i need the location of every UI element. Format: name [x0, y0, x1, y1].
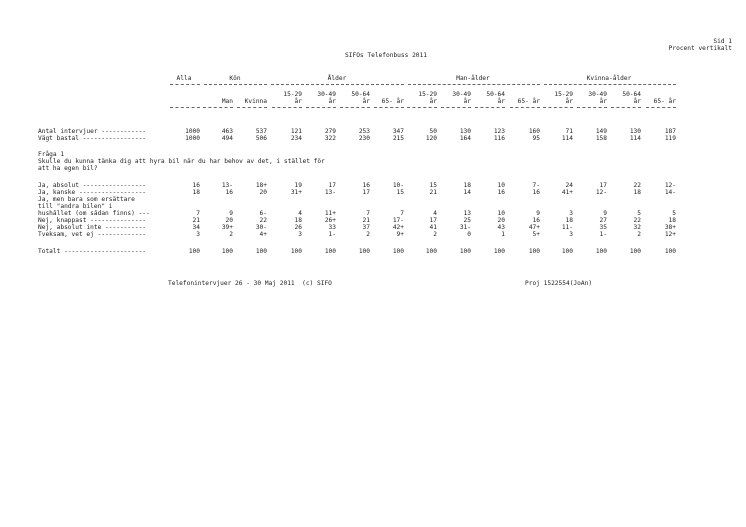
answer-row-value: 3 — [569, 210, 573, 217]
answer-row-value: 39+ — [221, 224, 233, 231]
answer-row-value: 43 — [497, 224, 505, 231]
answer-row-value: 0 — [467, 231, 471, 238]
answer-row-value: 21 — [429, 189, 437, 196]
answer-row-value: 6- — [259, 210, 267, 217]
col-header-bottom: år — [429, 98, 437, 105]
col-header-bottom: år — [328, 98, 336, 105]
total-row-value: 100 — [188, 248, 200, 255]
total-row-value: 100 — [221, 248, 233, 255]
answer-row-value: 32 — [633, 224, 641, 231]
base-row-value: 253 — [358, 128, 370, 135]
answer-row-value: 17 — [362, 189, 370, 196]
answer-row-value: 11+ — [324, 210, 336, 217]
answer-row-value: 12- — [664, 182, 676, 189]
total-row-label: Totalt ---------------------- — [38, 248, 147, 255]
answer-row-value: 9 — [229, 210, 233, 217]
answer-row-value: 4+ — [259, 231, 267, 238]
answer-row-value: 31- — [459, 224, 471, 231]
answer-row-value: 42+ — [392, 224, 404, 231]
base-row-value: 119 — [664, 135, 676, 142]
base-row-value: 230 — [358, 135, 370, 142]
col-header-bottom: år — [362, 98, 370, 105]
base-row-value: 160 — [528, 128, 540, 135]
base-row-value: 114 — [629, 135, 641, 142]
answer-row-value: 16 — [532, 189, 540, 196]
answer-row-value: 2 — [229, 231, 233, 238]
col-header-top: 15-29 — [554, 91, 573, 98]
col-header-top: 50-64 — [351, 91, 370, 98]
group-header: Ålder — [327, 75, 347, 82]
answer-row-value: 5 — [637, 210, 641, 217]
answer-row-value: 14- — [664, 189, 676, 196]
rule-line — [306, 107, 336, 108]
total-row-value: 100 — [664, 248, 676, 255]
base-row-value: 123 — [493, 128, 505, 135]
answer-row-value: 13- — [221, 182, 233, 189]
answer-row-value: 20 — [497, 217, 505, 224]
answer-row-value: 9 — [536, 210, 540, 217]
answer-row-value: 16 — [225, 189, 233, 196]
rule-line — [340, 107, 370, 108]
answer-row-value: 30- — [255, 224, 267, 231]
answer-row-label: Ja, kanske ------------------ — [38, 189, 147, 196]
answer-row-value: 18 — [463, 182, 471, 189]
total-row-value: 100 — [358, 248, 370, 255]
total-row-value: 100 — [561, 248, 573, 255]
answer-row-value: 4 — [298, 210, 302, 217]
rule-line — [577, 107, 607, 108]
answer-row-value: 16 — [192, 182, 200, 189]
group-header: Man-ålder — [456, 75, 490, 82]
total-row-value: 100 — [425, 248, 437, 255]
answer-row-value: 15 — [396, 189, 404, 196]
answer-row-value: 47+ — [528, 224, 540, 231]
rule-line — [475, 107, 505, 108]
answer-row-value: 2 — [637, 231, 641, 238]
col-header-bottom: år — [463, 98, 471, 105]
answer-row-value: 10- — [392, 182, 404, 189]
report-title: SIFOs Telefonbuss 2011 — [345, 52, 427, 59]
answer-row-label: Ja, absolut ----------------- — [38, 182, 147, 189]
answer-row-value: 13 — [463, 210, 471, 217]
answer-row-value: 21 — [362, 217, 370, 224]
base-row-value: 215 — [392, 135, 404, 142]
answer-row-value: 1- — [599, 231, 607, 238]
answer-row-value: 17 — [599, 182, 607, 189]
answer-row-value: 22 — [633, 182, 641, 189]
answer-row-value: 9+ — [396, 231, 404, 238]
total-row-value: 100 — [528, 248, 540, 255]
question-number: Fråga 1 — [38, 151, 65, 158]
base-row-value: 322 — [324, 135, 336, 142]
col-header-bottom: år — [633, 98, 641, 105]
answer-row-value: 7 — [400, 210, 404, 217]
percent-mode: Procent vertikalt — [668, 45, 732, 52]
answer-row-value: 34 — [192, 224, 200, 231]
answer-row-value: 24 — [565, 182, 573, 189]
col-header-bottom: Man — [221, 98, 233, 105]
total-row-value: 100 — [595, 248, 607, 255]
answer-row-value: 3 — [196, 231, 200, 238]
total-row-value: 100 — [629, 248, 641, 255]
answer-row-value: 16 — [497, 189, 505, 196]
answer-row-value: 3 — [569, 231, 573, 238]
base-row-value: 279 — [324, 128, 336, 135]
total-row-value: 100 — [392, 248, 404, 255]
base-row-value: 1000 — [185, 128, 200, 135]
base-row-value: 234 — [290, 135, 302, 142]
group-header: Kvinna-ålder — [586, 75, 632, 82]
answer-row-label: Nej, absolut inte ----------- — [38, 224, 147, 231]
answer-row-label: Ja, men bara som ersättare — [38, 196, 135, 203]
rule-line — [407, 107, 437, 108]
col-header-bottom: år — [565, 98, 573, 105]
col-header-top: 30-49 — [588, 91, 607, 98]
answer-row-value: 15 — [429, 182, 437, 189]
rule-line — [271, 84, 404, 85]
base-row-value: 130 — [629, 128, 641, 135]
answer-row-value: 1 — [501, 231, 505, 238]
total-row-value: 100 — [290, 248, 302, 255]
answer-row-label: till "andra bilen" i — [38, 203, 113, 210]
answer-row-value: 26+ — [324, 217, 336, 224]
answer-row-value: 21 — [192, 217, 200, 224]
answer-row-value: 18+ — [255, 182, 267, 189]
answer-row-value: 7 — [196, 210, 200, 217]
answer-row-value: 18 — [294, 217, 302, 224]
answer-row-value: 20 — [225, 217, 233, 224]
base-row-label: Antal intervjuer ------------ — [38, 128, 147, 135]
base-row-value: 71 — [565, 128, 573, 135]
col-header-bottom: Kvinna — [244, 98, 267, 105]
answer-row-value: 7 — [366, 210, 370, 217]
answer-row-value: 17 — [429, 217, 437, 224]
base-row-value: 494 — [221, 135, 233, 142]
base-row-value: 95 — [532, 135, 540, 142]
answer-row-value: 12- — [595, 189, 607, 196]
rule-line — [203, 107, 233, 108]
answer-row-value: 16 — [362, 182, 370, 189]
group-header: Kön — [229, 75, 241, 82]
col-header-bottom: 65- år — [517, 98, 540, 105]
answer-row-value: 4 — [433, 210, 437, 217]
total-row-value: 100 — [324, 248, 336, 255]
answer-row-value: 17 — [328, 182, 336, 189]
answer-row-value: 13- — [324, 189, 336, 196]
answer-row-value: 2 — [433, 231, 437, 238]
answer-row-value: 11- — [561, 224, 573, 231]
col-header-top: 50-64 — [622, 91, 641, 98]
answer-row-value: 14 — [463, 189, 471, 196]
rule-line — [170, 84, 200, 85]
col-header-top: 30-49 — [317, 91, 336, 98]
col-header-bottom: 65- år — [381, 98, 404, 105]
question-text: att ha egen bil? — [38, 165, 98, 172]
rule-line — [611, 107, 641, 108]
answer-row-value: 1- — [328, 231, 336, 238]
base-row-value: 187 — [664, 128, 676, 135]
base-row-value: 506 — [255, 135, 267, 142]
col-header-top: 30-49 — [452, 91, 471, 98]
answer-row-label: Nej, knappast --------------- — [38, 217, 147, 224]
rule-line — [408, 84, 540, 85]
base-row-value: 130 — [459, 128, 471, 135]
col-header-bottom: 65- år — [653, 98, 676, 105]
answer-row-value: 19 — [294, 182, 302, 189]
answer-row-value: 10 — [497, 210, 505, 217]
answer-row-value: 41+ — [561, 189, 573, 196]
col-header-bottom: år — [497, 98, 505, 105]
base-row-value: 120 — [425, 135, 437, 142]
answer-row-value: 9 — [603, 210, 607, 217]
total-row-value: 100 — [255, 248, 267, 255]
rule-line — [237, 107, 267, 108]
answer-row-value: 27 — [599, 217, 607, 224]
rule-line — [441, 107, 471, 108]
answer-row-label: hushållet (om sådan finns) --- — [38, 210, 150, 217]
answer-row-label: Tveksam, vet ej ------------- — [38, 231, 147, 238]
col-header-bottom: år — [294, 98, 302, 105]
answer-row-value: 35 — [599, 224, 607, 231]
answer-row-value: 22 — [259, 217, 267, 224]
answer-row-value: 31+ — [290, 189, 302, 196]
answer-row-value: 22 — [633, 217, 641, 224]
base-row-value: 347 — [392, 128, 404, 135]
answer-row-value: 5 — [672, 210, 676, 217]
base-row-value: 50 — [429, 128, 437, 135]
answer-row-value: 3 — [298, 231, 302, 238]
base-row-label: Vägt bastal ----------------- — [38, 135, 147, 142]
col-header-top: 15-29 — [418, 91, 437, 98]
base-row-value: 164 — [459, 135, 471, 142]
col-header-top: 50-64 — [486, 91, 505, 98]
rule-line — [204, 84, 267, 85]
footer-right: Proj 1522554(JoAn) — [525, 280, 593, 287]
answer-row-value: 37 — [362, 224, 370, 231]
answer-row-value: 33 — [328, 224, 336, 231]
col-header-bottom: år — [599, 98, 607, 105]
answer-row-value: 2 — [366, 231, 370, 238]
base-row-value: 114 — [561, 135, 573, 142]
rule-line — [510, 107, 540, 108]
base-row-value: 1000 — [185, 135, 200, 142]
answer-row-value: 18 — [633, 189, 641, 196]
base-row-value: 463 — [221, 128, 233, 135]
question-text: Skulle du kunna tänka dig att hyra bil när du har behov av det, i stället för — [38, 158, 325, 165]
base-row-value: 158 — [595, 135, 607, 142]
group-header: Alla — [176, 75, 192, 82]
footer-left: Telefonintervjuer 26 - 30 Maj 2011 (c) SIFO — [168, 280, 332, 287]
base-row-value: 121 — [290, 128, 302, 135]
answer-row-value: 26 — [294, 224, 302, 231]
rule-line — [544, 84, 676, 85]
answer-row-value: 10 — [497, 182, 505, 189]
rule-line — [543, 107, 573, 108]
total-row-value: 100 — [493, 248, 505, 255]
answer-row-value: 17- — [392, 217, 404, 224]
answer-row-value: 41 — [429, 224, 437, 231]
answer-row-value: 38+ — [664, 224, 676, 231]
rule-line — [170, 107, 200, 108]
answer-row-value: 16 — [532, 217, 540, 224]
base-row-value: 537 — [255, 128, 267, 135]
col-header-top: 15-29 — [283, 91, 302, 98]
rule-line — [646, 107, 676, 108]
rule-line — [374, 107, 404, 108]
answer-row-value: 7- — [532, 182, 540, 189]
answer-row-value: 20 — [259, 189, 267, 196]
answer-row-value: 18 — [668, 217, 676, 224]
base-row-value: 116 — [493, 135, 505, 142]
answer-row-value: 12+ — [664, 231, 676, 238]
page-number: Sid 1 — [713, 38, 732, 45]
base-row-value: 149 — [595, 128, 607, 135]
answer-row-value: 18 — [192, 189, 200, 196]
answer-row-value: 5+ — [532, 231, 540, 238]
answer-row-value: 25 — [463, 217, 471, 224]
answer-row-value: 18 — [565, 217, 573, 224]
rule-line — [272, 107, 302, 108]
total-row-value: 100 — [459, 248, 471, 255]
